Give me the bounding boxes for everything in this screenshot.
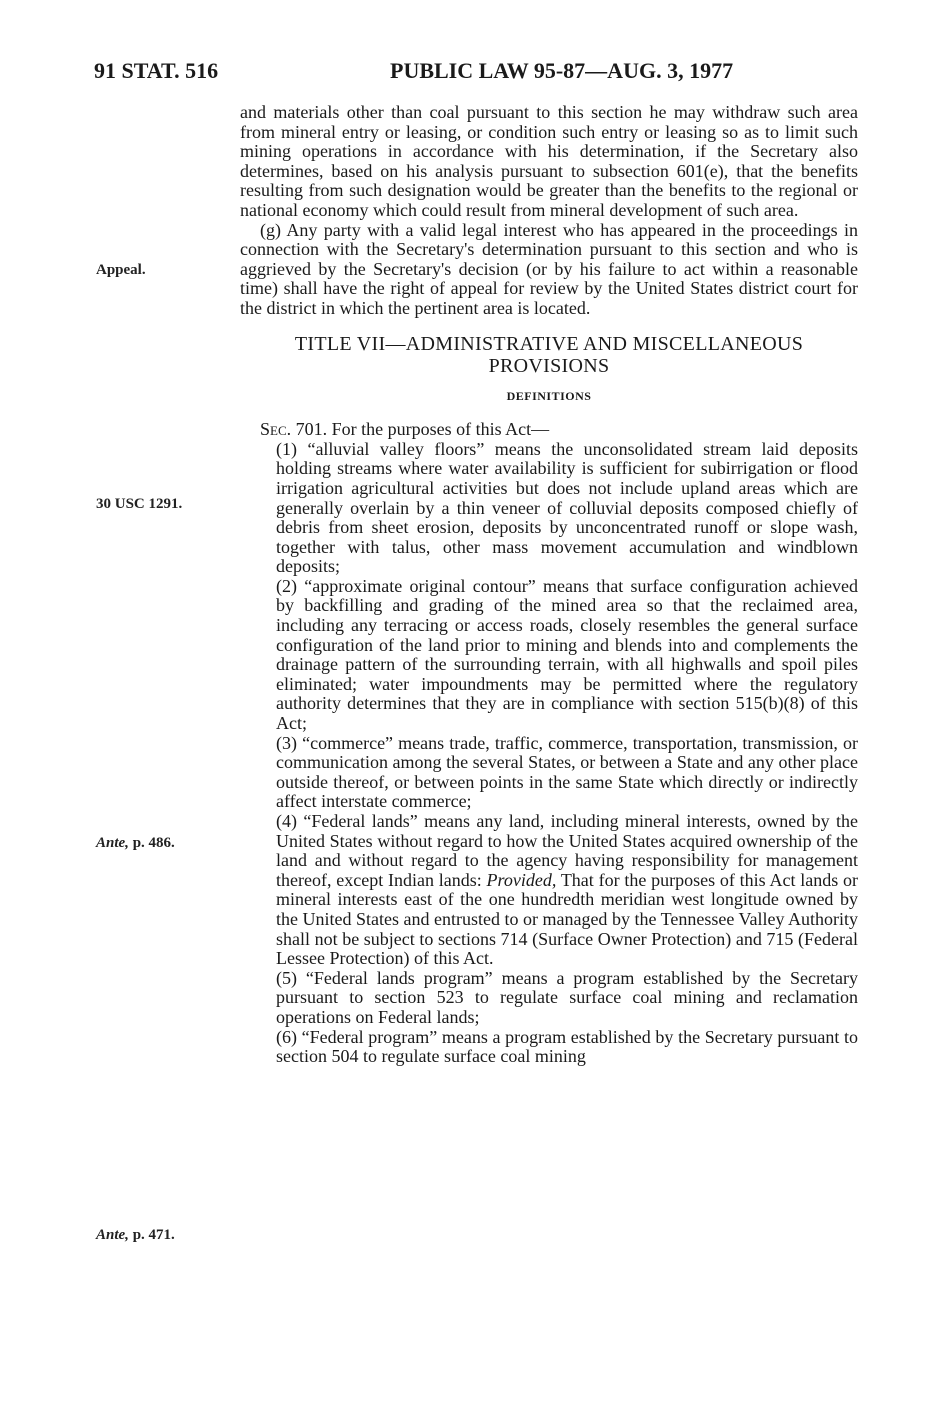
margin-note-ante-486-rest: p. 486. — [128, 835, 175, 851]
margin-note-ante-486 — [96, 835, 175, 852]
definition-3: (3) “commerce” means trade, traffic, commerce, transportation, transmission, or communication among the several States, or between a State and any other place outside thereof, or between points in the same State which directly or indirectly affect interstate commerce; — [276, 732, 858, 812]
margin-note-ante-471-rest: p. 471. — [128, 1227, 175, 1243]
definitions-heading: DEFINITIONS — [506, 388, 592, 403]
margin-note-ante-486-em: Ante, — [96, 835, 129, 851]
body-text — [240, 103, 858, 1067]
definition-4-part-a: (4) “Federal lands” means any land, including mineral interests, owned by the United States without regard to how the United States acquired ownership of the land and without regard to the agency having responsibility for management thereof, except Indian lands: — [276, 811, 858, 890]
definition-4-provided: Provided, — [486, 869, 557, 890]
running-header: PUBLIC LAW 95-87—AUG. 3, 1977 — [390, 58, 734, 83]
section-701-text: 701. For the purposes of this Act— — [291, 419, 550, 440]
stat-reference: 91 STAT. 516 — [94, 58, 219, 83]
definition-4-part-b: That for the purposes of this Act lands or mineral interests east of the one hundredth meridian west longitude owned by the United States and entrusted to or managed by the Tennessee Valley Authority shall not be subject to sections 714 (Surface Owner Protection) and 715 (Federal Lessee Protection) of this Act. — [276, 869, 858, 969]
paragraph-intro: and materials other than coal pursuant to this section he may withdraw such area from mineral entry or leasing, or condition such entry or leasing so as to limit such mining operations in accordance with his determination, if the Secretary also determines, based on his analysis pursuant to subsection 601(e), that the benefits resulting from such designation would be greater than the benefits to the regional or national economy which could result from mineral development of such area. — [240, 102, 858, 220]
section-label: Sec. — [260, 419, 292, 440]
definition-4 — [276, 812, 858, 969]
paragraph-g: (g) Any party with a valid legal interest who has appeared in the proceedings in connection with the Secretary's determination pursuant to this section and who is aggrieved by the Secretary's decision (or by his failure to act within a reasonable time) shall have the right of appeal for review by the United States district court for the district in which the pertinent area is located. — [240, 219, 858, 318]
margin-note-appeal: Appeal. — [96, 262, 146, 278]
definition-5: (5) “Federal lands program” means a program established by the Secretary pursuant to section 523 to regulate surface coal mining and reclamation operations on Federal lands; — [276, 967, 858, 1027]
title-vii-heading: TITLE VII—ADMINISTRATIVE AND MISCELLANEOUS PROVISIONS — [294, 332, 804, 377]
definition-2: (2) “approximate original contour” means that surface configuration achieved by backfilling and grading of the mined area so that the reclaimed area, including any terracing or access roads, closely resembles the general surface configuration of the land prior to mining and blends into and complements the drainage pattern of the surrounding terrain, with all highwalls and spoil piles eliminated; water impoundments may be permitted where the regulatory authority determines that they are in compliance with section 515(b)(8) of this Act; — [276, 575, 858, 734]
definition-6: (6) “Federal program” means a program established by the Secretary pursuant to section 504 to regulate surface coal mining — [276, 1026, 858, 1067]
margin-note-ante-471-em: Ante, — [96, 1227, 129, 1243]
section-701-heading — [240, 420, 858, 440]
margin-note-usc: 30 USC 1291. — [96, 496, 183, 512]
margin-note-ante-471 — [96, 1227, 175, 1244]
definition-1: (1) “alluvial valley floors” means the unconsolidated stream laid deposits holding streams where water availability is sufficient for subirrigation or flood irrigation agricultural activities but does not include upland areas which are generally overlain by a thin veneer of colluvial deposits composed chiefly of debris from sheet erosion, deposits by unconcentrated runoff or slope wash, together with talus, other mass movement accumulation and windblown deposits; — [276, 438, 858, 577]
